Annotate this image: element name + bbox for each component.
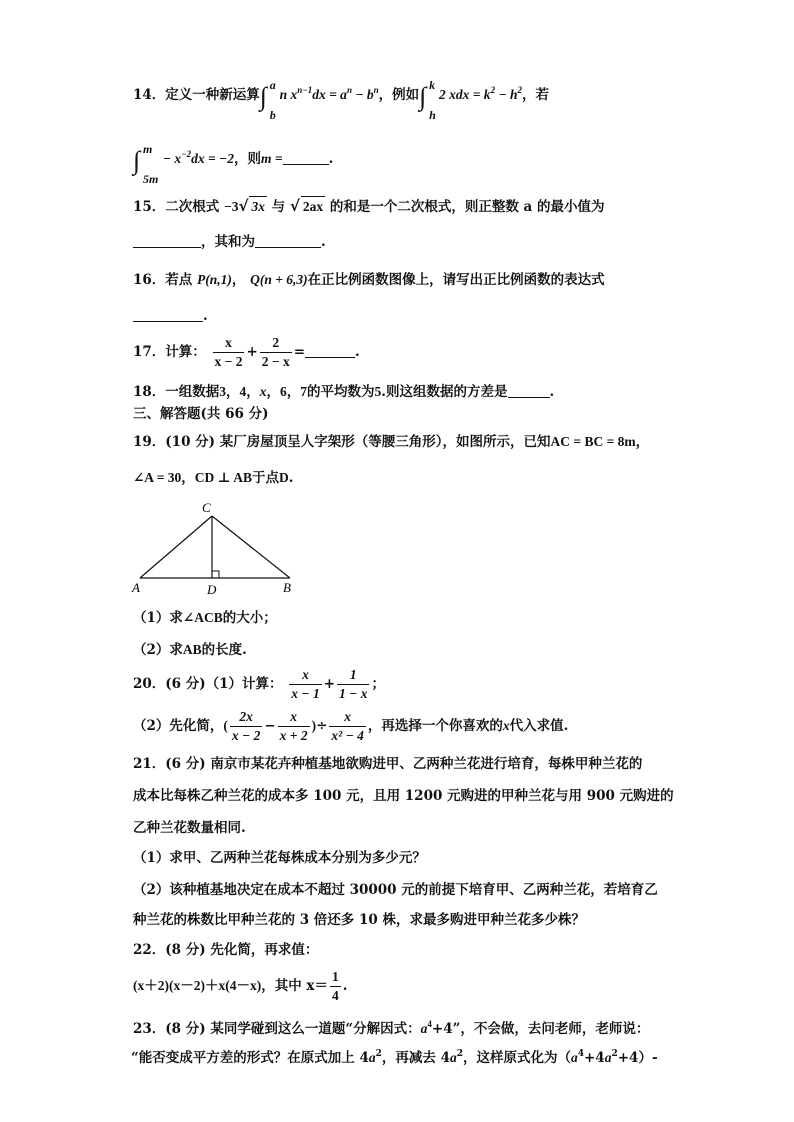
integral-lower-limit: b bbox=[269, 108, 276, 122]
question-text: 一组数据 bbox=[165, 384, 220, 400]
fraction: $\frac{x}{\text{x² − 4}}$ bbox=[331, 709, 364, 743]
right-angle-mark bbox=[212, 571, 219, 578]
question-21-sub-1: （1）求甲、乙两种兰花每株成本分别为多少元？ bbox=[133, 850, 426, 866]
triangle-figure bbox=[130, 498, 300, 598]
question-text: 在正比例函数图像上，请写出正比例函数的表达式 bbox=[307, 272, 605, 288]
answer-blank[interactable] bbox=[133, 233, 201, 248]
formula: ∠A = 30 bbox=[133, 470, 182, 485]
integral-sign: ∫ m 5m bbox=[133, 151, 140, 171]
question-text: ，则 bbox=[233, 151, 261, 167]
fraction: $\frac{1}{4}$ bbox=[331, 969, 339, 1003]
formula: m = bbox=[260, 151, 283, 166]
question-text: (6 分)（1）计算： bbox=[165, 676, 283, 692]
integral-upper-limit: m bbox=[143, 142, 153, 156]
label-d: D bbox=[207, 582, 217, 597]
question-23-line-2: “能否变成平方差的形式？在原式加上 $4a^2$，再减去 $4a^2$，这样原式化为$(a^4+4a^2+4)-$ bbox=[131, 1049, 658, 1066]
section-heading: 三、解答题(共 66 分) bbox=[133, 406, 269, 422]
fraction: $\frac{x}{x + 2}$ bbox=[279, 709, 308, 743]
question-text: ，若 bbox=[522, 87, 550, 103]
formula: − $x^{-2}dx = -2$ bbox=[162, 149, 234, 166]
question-16-line-1: 16．若点 P(n,1)， Q(n + 6,3)在正比例函数图像上，请写出正比例函数的表达式 bbox=[133, 272, 605, 288]
integral-lower-limit: 5m bbox=[143, 172, 159, 186]
question-23-line-1: 23．(8 分) 某同学碰到这么一道题“分解因式：$a^4+4$”，不会做，去问老师，老师说： bbox=[133, 1019, 650, 1037]
question-number: 15． bbox=[133, 199, 166, 215]
question-number: 22． bbox=[133, 942, 166, 958]
question-text: 与 bbox=[271, 199, 286, 215]
question-21-sub-2: （2）该种植基地决定在成本不超过 30000 元的前提下培育甲、乙两种兰花，若培育乙 bbox=[133, 882, 658, 898]
question-21-line-3: 乙种兰花数量相同. bbox=[133, 820, 246, 836]
label-a: A bbox=[132, 580, 140, 595]
question-15-line-2: ，其和为 . bbox=[133, 232, 326, 252]
question-14-line-2: ∫ m 5m − $x^{-2}dx = -2$，则m = . bbox=[133, 144, 333, 171]
question-22-line-2: (x＋2)(x－2)＋x(4－x)，其中 x＝ $\frac{1}{4}$ . bbox=[133, 969, 348, 1003]
integral-sign: ∫ k h bbox=[419, 87, 426, 107]
label-c: C bbox=[202, 500, 211, 515]
question-number: 18． bbox=[133, 384, 166, 400]
fraction: $\frac{2}{2 - x}$ bbox=[261, 335, 290, 369]
question-text: 计算： bbox=[165, 344, 206, 360]
fraction: $\frac{2x}{x - 2}$ bbox=[231, 709, 261, 743]
formula: n $x^{n-1}dx = a^n - b^n$ bbox=[279, 85, 379, 102]
question-22-line-1: 22．(8 分) 先化简，再求值： bbox=[133, 942, 319, 958]
question-number: 21． bbox=[133, 756, 166, 772]
question-19-sub-1: （1）求∠ACB的大小； bbox=[133, 610, 277, 626]
question-number: 20． bbox=[133, 676, 166, 692]
question-21-line-2: 成本比每株乙种兰花的成本多 100 元，且用 1200 元购进的甲种兰花与用 900 元购进的 bbox=[133, 788, 674, 804]
question-number: 19． bbox=[133, 434, 166, 450]
question-number: 23． bbox=[133, 1021, 166, 1037]
formula: AC = BC = 8m bbox=[550, 434, 636, 449]
question-19-line-2: ∠A = 30，CD ⊥ AB于点D. bbox=[133, 470, 294, 486]
question-text: (10 分) 某厂房屋顶呈人字架形（等腰三角形），如图所示，已知 bbox=[165, 434, 551, 450]
question-18: 18．一组数据3，4，x，6，7的平均数为5.则这组数据的方差是 . bbox=[133, 384, 555, 400]
question-number: 16． bbox=[133, 272, 166, 288]
fraction: $\frac{x}{x - 2}$ bbox=[214, 335, 243, 369]
question-20-line-2: （2）先化简，( $\frac{2x}{x - 2}$ − $\frac{x}{x + 2}$ )÷ $\frac{x}{\text{x² − 4}}$ ，再选择一个你喜欢的x代入求值. bbox=[133, 709, 569, 743]
radical-expression: √ 2ax bbox=[289, 197, 324, 215]
question-20-line-1: 20．(6 分)（1）计算： $\frac{x}{x - 1}$ + $\frac{1}{1 - x}$ ； bbox=[133, 667, 385, 701]
question-21-line-1: 21．(6 分) 南京市某花卉种植基地欲购进甲、乙两种兰花进行培育，每株甲种兰花的 bbox=[133, 756, 643, 772]
point-q: Q bbox=[250, 272, 260, 287]
answer-blank[interactable] bbox=[255, 233, 321, 248]
label-b: B bbox=[283, 580, 291, 595]
question-19-sub-2: （2）求AB的长度. bbox=[133, 642, 247, 658]
answer-blank[interactable] bbox=[283, 150, 329, 165]
question-text: 二次根式 bbox=[165, 199, 220, 215]
question-number: 14． bbox=[133, 87, 166, 103]
formula: CD ⊥ AB bbox=[194, 470, 252, 485]
question-15-line-1 bbox=[133, 196, 605, 217]
question-21-sub-2-cont: 种兰花的株数比甲种兰花的 3 倍还多 10 株，求最多购进甲种兰花多少株？ bbox=[133, 912, 585, 928]
integral-upper-limit: a bbox=[269, 78, 276, 92]
question-16-line-2: . bbox=[133, 306, 208, 326]
question-text: ，例如 bbox=[378, 87, 420, 103]
question-text: 的平均数为 bbox=[307, 384, 375, 400]
segment-bc bbox=[212, 516, 290, 578]
integral-lower-limit: h bbox=[429, 108, 436, 122]
fraction: $\frac{x}{x - 1}$ bbox=[291, 667, 320, 701]
segment-ac bbox=[140, 516, 212, 578]
question-number: 17． bbox=[133, 344, 166, 360]
point-q-coordinates: (n + 6,3) bbox=[259, 272, 308, 287]
fraction: $\frac{1}{1 - x}$ bbox=[339, 667, 368, 701]
formula: 2 xdx = $k^2 - h^2$ bbox=[438, 85, 523, 102]
integral-upper-limit: k bbox=[429, 78, 436, 92]
radical-expression: −3√ 3x bbox=[224, 197, 265, 215]
formula: (x＋2)(x－2)＋x(4－x) bbox=[133, 978, 262, 993]
question-14-line-1 bbox=[133, 78, 550, 122]
question-17: 17．计算： $\frac{x}{x - 2}$ + $\frac{2}{2 - x}$ = . bbox=[133, 335, 360, 369]
question-text: .则这组数据的方差是 bbox=[381, 384, 508, 400]
question-text: ，其和为 bbox=[201, 234, 255, 250]
answer-blank[interactable] bbox=[133, 307, 203, 322]
integral-sign: ∫ a b bbox=[260, 87, 267, 107]
question-19-line-1: 19．(10 分) 某厂房屋顶呈人字架形（等腰三角形），如图所示，已知AC = BC = 8m， bbox=[133, 434, 650, 450]
formula: ∠ACB bbox=[182, 610, 223, 625]
question-text: 若点 bbox=[165, 272, 193, 288]
formula: AB bbox=[182, 642, 202, 657]
question-text: 的和是一个二次根式，则正整数 a 的最小值为 bbox=[329, 199, 605, 215]
answer-blank[interactable] bbox=[305, 343, 355, 358]
question-text: 定义一种新运算 bbox=[165, 87, 260, 103]
point-p-coordinates: (n,1) bbox=[205, 272, 232, 287]
point-p: P bbox=[197, 272, 206, 287]
question-text: 于点 bbox=[251, 470, 279, 486]
answer-blank[interactable] bbox=[508, 383, 550, 398]
